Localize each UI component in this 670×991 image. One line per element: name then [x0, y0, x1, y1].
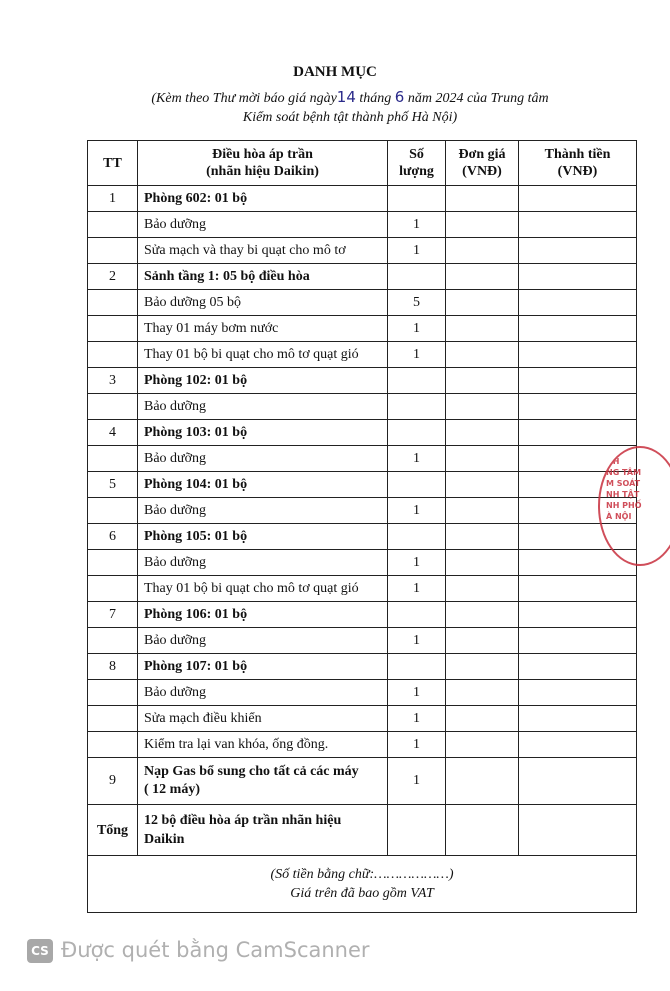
row-total	[519, 290, 637, 316]
row-unit-price	[446, 706, 519, 732]
total-unit-price	[446, 805, 519, 856]
row-tt	[88, 212, 138, 238]
row-item: Bảo dưỡng 05 bộ	[138, 290, 388, 316]
row-unit-price	[446, 394, 519, 420]
table-row	[88, 264, 637, 290]
row-tt	[88, 238, 138, 264]
stamp-line: NH PHỐ	[606, 501, 642, 510]
row-qty: 5	[388, 290, 446, 316]
table-header-row	[88, 141, 637, 186]
table-row	[88, 602, 637, 628]
table-row	[88, 342, 637, 368]
row-item: Phòng 102: 01 bộ	[138, 368, 388, 394]
row-item: Phòng 106: 01 bộ	[138, 602, 388, 628]
header-total-line1: Thành tiền	[544, 147, 611, 162]
row-tt	[88, 290, 138, 316]
table-row	[88, 524, 637, 550]
row-tt	[88, 706, 138, 732]
document-title: DANH MỤC	[293, 64, 377, 80]
row-total	[519, 238, 637, 264]
header-item	[138, 141, 388, 186]
row-item	[138, 758, 388, 805]
row-total	[519, 394, 637, 420]
header-total-line2: (VNĐ)	[557, 164, 598, 179]
row-tt	[88, 576, 138, 602]
header-qty	[388, 141, 446, 186]
row-tt: 3	[88, 368, 138, 394]
row-qty: 1	[388, 628, 446, 654]
row-qty: 1	[388, 446, 446, 472]
header-item-line2: (nhãn hiệu Daikin)	[206, 164, 319, 179]
row-qty: 1	[388, 576, 446, 602]
vat-note: Giá trên đã bao gồm VAT	[290, 886, 434, 901]
row-unit-price	[446, 264, 519, 290]
table-row	[88, 498, 637, 524]
table-row	[88, 472, 637, 498]
table-row	[88, 628, 637, 654]
row-qty: 1	[388, 680, 446, 706]
table-row	[88, 238, 637, 264]
header-item-line1: Điều hòa áp trần	[212, 147, 313, 162]
table-row	[88, 446, 637, 472]
stamp-line: M SOÁT	[606, 479, 641, 488]
row-item: Phòng 103: 01 bộ	[138, 420, 388, 446]
row-item: Sửa mạch điều khiển	[138, 706, 388, 732]
row-tt	[88, 628, 138, 654]
row-qty: 1	[388, 706, 446, 732]
row-item-line2: ( 12 máy)	[144, 782, 200, 797]
header-total	[519, 141, 637, 186]
row-unit-price	[446, 342, 519, 368]
row-item: Thay 01 bộ bi quạt cho mô tơ quạt gió	[138, 342, 388, 368]
row-total	[519, 264, 637, 290]
row-qty	[388, 394, 446, 420]
header-unit-price	[446, 141, 519, 186]
header-unit-price-line1: Đơn giá	[458, 147, 506, 162]
row-qty: 1	[388, 342, 446, 368]
row-item: Bảo dưỡng	[138, 680, 388, 706]
table-row	[88, 186, 637, 212]
row-qty: 1	[388, 238, 446, 264]
row-tt: 7	[88, 602, 138, 628]
row-tt: 6	[88, 524, 138, 550]
row-tt	[88, 316, 138, 342]
row-total	[519, 342, 637, 368]
row-tt: 2	[88, 264, 138, 290]
row-unit-price	[446, 420, 519, 446]
stamp-line: NH TẬT	[606, 490, 640, 499]
row-item: Bảo dưỡng	[138, 628, 388, 654]
row-item: Sảnh tầng 1: 05 bộ điều hòa	[138, 264, 388, 290]
row-tt: 9	[88, 758, 138, 805]
subtitle-part2: tháng	[359, 91, 392, 106]
row-tt	[88, 680, 138, 706]
row-unit-price	[446, 238, 519, 264]
row-item: Bảo dưỡng	[138, 394, 388, 420]
row-item: Bảo dưỡng	[138, 212, 388, 238]
total-qty	[388, 805, 446, 856]
row-item: Phòng 104: 01 bộ	[138, 472, 388, 498]
table-row	[88, 576, 637, 602]
table-row	[88, 368, 637, 394]
row-qty	[388, 524, 446, 550]
row-qty	[388, 368, 446, 394]
row-total	[519, 316, 637, 342]
row-total	[519, 602, 637, 628]
header-tt: TT	[88, 141, 138, 186]
subtitle-part1: (Kèm theo Thư mời báo giá ngày	[151, 91, 337, 106]
total-item	[138, 805, 388, 856]
table-row	[88, 680, 637, 706]
row-tt: 4	[88, 420, 138, 446]
row-item-line1: Nạp Gas bổ sung cho tất cả các máy	[144, 764, 359, 779]
row-unit-price	[446, 758, 519, 805]
row-qty	[388, 186, 446, 212]
table-row	[88, 706, 637, 732]
total-item-line2: Daikin	[144, 832, 185, 847]
stamp-line: NH	[606, 457, 620, 466]
row-total	[519, 368, 637, 394]
row-unit-price	[446, 654, 519, 680]
row-item: Bảo dưỡng	[138, 550, 388, 576]
row-total	[519, 212, 637, 238]
row-unit-price	[446, 498, 519, 524]
row-total	[519, 576, 637, 602]
row-unit-price	[446, 524, 519, 550]
row-total	[519, 706, 637, 732]
stamp-line: NG TÂM	[606, 468, 642, 477]
row-total	[519, 654, 637, 680]
row-item: Bảo dưỡng	[138, 446, 388, 472]
row-unit-price	[446, 680, 519, 706]
row-tt: 5	[88, 472, 138, 498]
footer-cell	[88, 856, 637, 913]
row-qty: 1	[388, 732, 446, 758]
table-row	[88, 550, 637, 576]
row-unit-price	[446, 550, 519, 576]
row-tt	[88, 342, 138, 368]
row-unit-price	[446, 186, 519, 212]
subtitle-part3: năm 2024 của Trung tâm	[407, 91, 549, 106]
row-unit-price	[446, 732, 519, 758]
row-item: Phòng 107: 01 bộ	[138, 654, 388, 680]
row-item: Sửa mạch và thay bi quạt cho mô tơ	[138, 238, 388, 264]
row-total	[519, 420, 637, 446]
row-unit-price	[446, 290, 519, 316]
row-unit-price	[446, 628, 519, 654]
row-total	[519, 732, 637, 758]
row-qty: 1	[388, 550, 446, 576]
row-unit-price	[446, 472, 519, 498]
row-tt: 1	[88, 186, 138, 212]
row-qty	[388, 420, 446, 446]
table-row	[88, 654, 637, 680]
header-unit-price-line2: (VNĐ)	[462, 164, 502, 179]
row-item: Phòng 602: 01 bộ	[138, 186, 388, 212]
row-total	[519, 758, 637, 805]
row-unit-price	[446, 212, 519, 238]
row-item: Bảo dưỡng	[138, 498, 388, 524]
row-unit-price	[446, 368, 519, 394]
row-total	[519, 186, 637, 212]
total-row	[88, 805, 637, 856]
row-unit-price	[446, 316, 519, 342]
total-label: Tổng	[88, 805, 138, 856]
total-item-line1: 12 bộ điều hòa áp trần nhãn hiệu	[144, 813, 342, 828]
footer-row	[88, 856, 637, 913]
table-row	[88, 420, 637, 446]
stamp-line: À NỘI	[606, 512, 632, 521]
row-item: Thay 01 bộ bi quạt cho mô tơ quạt gió	[138, 576, 388, 602]
row-total	[519, 628, 637, 654]
table-row	[88, 212, 637, 238]
row-item: Phòng 105: 01 bộ	[138, 524, 388, 550]
row-tt	[88, 446, 138, 472]
total-amount	[519, 805, 637, 856]
row-unit-price	[446, 576, 519, 602]
camscanner-watermark	[27, 938, 370, 963]
handwritten-month: 6	[394, 88, 405, 106]
document-subtitle	[90, 87, 610, 109]
document-subtitle-line2: Kiểm soát bệnh tật thành phố Hà Nội)	[242, 110, 458, 125]
row-tt	[88, 498, 138, 524]
row-qty: 1	[388, 498, 446, 524]
row-item: Thay 01 máy bơm nước	[138, 316, 388, 342]
row-qty: 1	[388, 758, 446, 805]
header-qty-line1: Số	[409, 147, 424, 162]
row-qty	[388, 472, 446, 498]
header-qty-line2: lượng	[399, 164, 434, 179]
row-tt	[88, 732, 138, 758]
row-unit-price	[446, 446, 519, 472]
row-qty	[388, 264, 446, 290]
amount-in-words: (Số tiền bằng chữ:………………)	[270, 867, 454, 882]
items-table	[87, 140, 637, 913]
watermark-text: Được quét bằng CamScanner	[61, 938, 370, 962]
table-row	[88, 394, 637, 420]
row-item: Kiểm tra lại van khóa, ống đồng.	[138, 732, 388, 758]
row-qty: 1	[388, 212, 446, 238]
handwritten-day: 14	[336, 88, 356, 106]
row-qty: 1	[388, 316, 446, 342]
row-tt	[88, 394, 138, 420]
row-qty	[388, 602, 446, 628]
table-row	[88, 316, 637, 342]
camscanner-logo-icon: CS	[27, 939, 53, 963]
row-unit-price	[446, 602, 519, 628]
table-row	[88, 758, 637, 805]
row-tt: 8	[88, 654, 138, 680]
row-tt	[88, 550, 138, 576]
row-total	[519, 680, 637, 706]
table-row	[88, 732, 637, 758]
table-row	[88, 290, 637, 316]
row-qty	[388, 654, 446, 680]
